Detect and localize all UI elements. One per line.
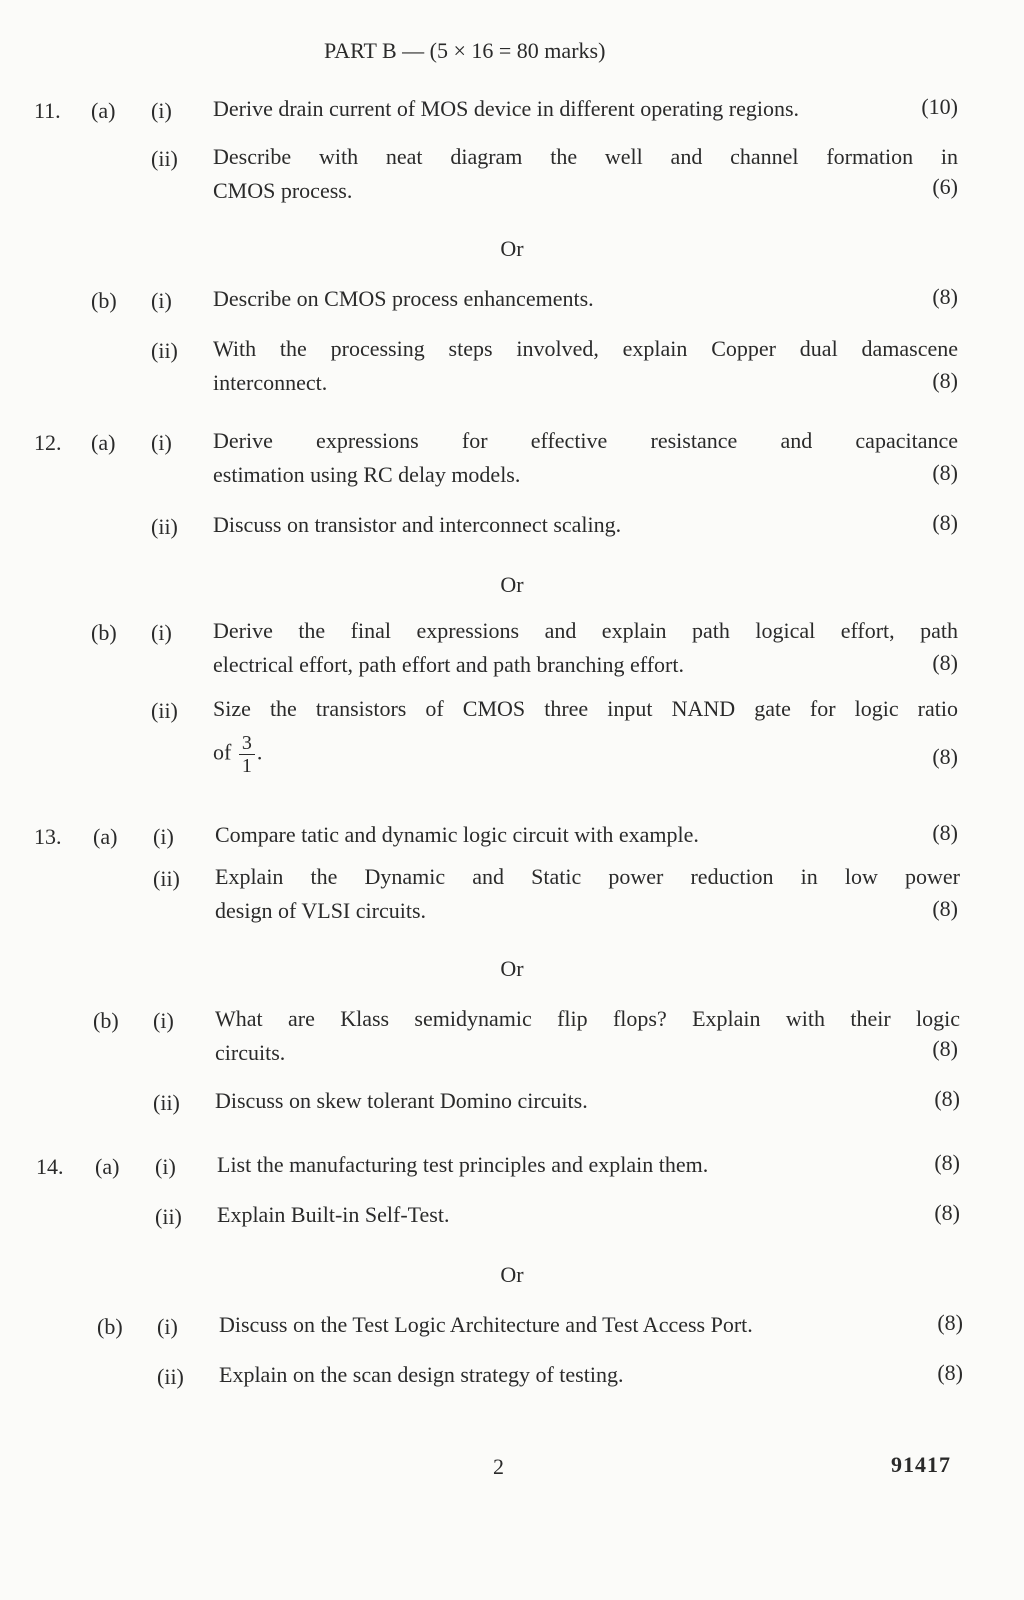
or-separator: Or xyxy=(500,236,524,261)
question-text: Derive the final expressions and explain path logical effort, path xyxy=(213,618,958,643)
part-label: (a) xyxy=(93,824,118,849)
question-text: Describe on CMOS process enhancements. xyxy=(213,286,594,311)
question-text: Discuss on transistor and interconnect scaling. xyxy=(213,512,622,537)
question-text: Explain the Dynamic and Static power reduction in low power xyxy=(215,864,960,889)
part-label: (b) xyxy=(97,1314,123,1339)
subpart-label: (ii) xyxy=(151,698,178,723)
marks: (8) xyxy=(932,896,958,921)
question-text: With the processing steps involved, explain Copper dual damascene xyxy=(213,336,958,361)
fraction-numerator: 3 xyxy=(239,732,255,755)
subpart-label: (i) xyxy=(157,1314,178,1339)
subpart-label: (i) xyxy=(151,620,172,645)
question-text: interconnect. xyxy=(213,370,328,395)
subpart-label: (ii) xyxy=(151,514,178,539)
subpart-label: (ii) xyxy=(155,1204,182,1229)
question-number: 13. xyxy=(34,824,62,849)
period: . xyxy=(256,739,263,765)
subpart-label: (ii) xyxy=(153,866,180,891)
marks: (8) xyxy=(932,1036,958,1061)
question-text: Derive drain current of MOS device in different operating regions. xyxy=(213,96,800,121)
question-text: Discuss on skew tolerant Domino circuits. xyxy=(215,1088,588,1113)
question-text: Size the transistors of CMOS three input NAND gate for logic ratio xyxy=(213,696,958,721)
marks: (6) xyxy=(932,174,958,199)
subpart-label: (i) xyxy=(155,1154,176,1179)
subpart-label: (i) xyxy=(151,288,172,313)
page-number: 2 xyxy=(493,1454,504,1479)
question-number: 12. xyxy=(34,430,62,455)
or-separator: Or xyxy=(500,572,524,597)
part-label: (a) xyxy=(95,1154,120,1179)
subpart-label: (ii) xyxy=(153,1090,180,1115)
marks: (8) xyxy=(932,744,958,769)
question-text: circuits. xyxy=(215,1040,286,1065)
marks: (8) xyxy=(932,460,958,485)
part-heading: PART B — (5 × 16 = 80 marks) xyxy=(324,38,606,63)
part-label: (a) xyxy=(91,98,116,123)
part-label: (b) xyxy=(91,288,117,313)
or-separator: Or xyxy=(500,1262,524,1287)
subpart-label: (ii) xyxy=(151,338,178,363)
fraction-denominator: 1 xyxy=(241,755,252,777)
of-text: of xyxy=(213,739,232,765)
marks: (8) xyxy=(934,1200,960,1225)
question-text: Describe with neat diagram the well and channel formation in xyxy=(213,144,958,169)
marks: (8) xyxy=(932,284,958,309)
subpart-label: (ii) xyxy=(151,146,178,171)
subpart-label: (i) xyxy=(153,824,174,849)
question-text: List the manufacturing test principles and explain them. xyxy=(217,1152,709,1177)
part-label: (b) xyxy=(93,1008,119,1033)
marks: (8) xyxy=(934,1150,960,1175)
question-number: 11. xyxy=(34,98,61,123)
subpart-label: (i) xyxy=(151,430,172,455)
or-separator: Or xyxy=(500,956,524,981)
fraction xyxy=(239,732,255,777)
question-text: electrical effort, path effort and path branching effort. xyxy=(213,652,684,677)
question-text: CMOS process. xyxy=(213,178,353,203)
marks: (8) xyxy=(937,1310,963,1335)
question-text: Explain Built-in Self-Test. xyxy=(217,1202,450,1227)
question-text: Discuss on the Test Logic Architecture and Test Access Port. xyxy=(219,1312,753,1337)
question-text: What are Klass semidynamic flip flops? Explain with their logic xyxy=(215,1006,960,1031)
question-text: design of VLSI circuits. xyxy=(215,898,427,923)
question-text: Explain on the scan design strategy of testing. xyxy=(219,1362,624,1387)
marks: (10) xyxy=(921,94,958,119)
question-text: Compare tatic and dynamic logic circuit with example. xyxy=(215,822,699,847)
question-number: 14. xyxy=(36,1154,64,1179)
marks: (8) xyxy=(934,1086,960,1111)
marks: (8) xyxy=(932,820,958,845)
subpart-label: (ii) xyxy=(157,1364,184,1389)
marks: (8) xyxy=(932,650,958,675)
fraction-expression xyxy=(213,732,262,777)
marks: (8) xyxy=(932,510,958,535)
marks: (8) xyxy=(932,368,958,393)
part-label: (b) xyxy=(91,620,117,645)
subpart-label: (i) xyxy=(153,1008,174,1033)
part-label: (a) xyxy=(91,430,116,455)
marks: (8) xyxy=(937,1360,963,1385)
subpart-label: (i) xyxy=(151,98,172,123)
paper-code: 91417 xyxy=(891,1452,951,1477)
question-text: Derive expressions for effective resistance and capacitance xyxy=(213,428,958,453)
question-text: estimation using RC delay models. xyxy=(213,462,521,487)
